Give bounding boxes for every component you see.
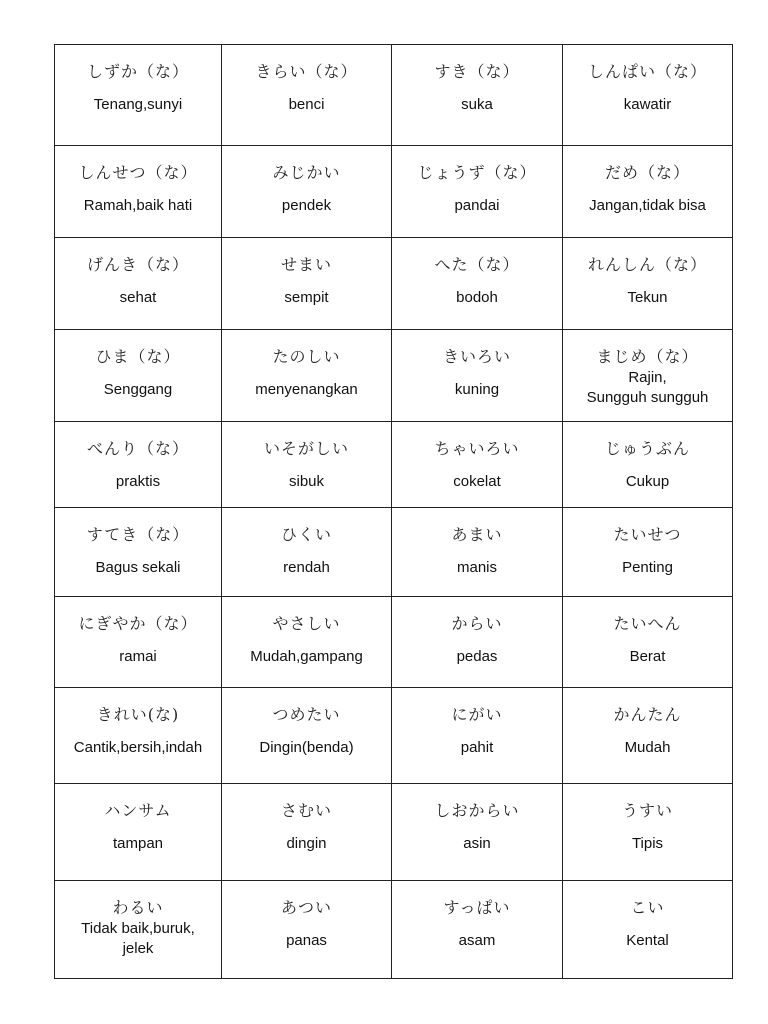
japanese-word: わるい [112,898,164,917]
japanese-word: いそがしい [263,439,349,458]
vocab-cell [392,45,563,146]
indonesian-meaning: pedas [456,648,498,665]
japanese-word: じょうず（な） [417,163,537,182]
vocab-cell [563,45,733,146]
indonesian-meaning: asam [458,932,496,949]
indonesian-meaning: rendah [283,559,330,576]
indonesian-meaning: Senggang [103,381,173,398]
indonesian-meaning: Jangan,tidak bisa [589,197,706,214]
indonesian-meaning: Dingin(benda) [259,739,354,756]
indonesian-meaning: Tenang,sunyi [93,96,183,113]
japanese-word: しおからい [434,801,520,820]
japanese-word: れんしん（な） [587,255,707,274]
vocab-cell [563,330,733,422]
japanese-word: からい [451,614,503,633]
japanese-word: にぎやか（な） [78,614,198,633]
table-row [55,238,733,330]
japanese-word: しんぱい（な） [587,62,707,81]
indonesian-meaning: ramai [119,648,157,665]
vocab-cell [55,45,222,146]
vocab-cell [392,146,563,238]
japanese-word: べんり（な） [86,439,189,458]
indonesian-meaning: Tidak baik,buruk, jelek [81,920,195,957]
indonesian-meaning: panas [286,932,327,949]
table-row [55,881,733,979]
japanese-word: すてき（な） [86,525,190,544]
japanese-word: じゅうぶん [604,439,690,458]
table-row [55,688,733,784]
vocab-cell [55,330,222,422]
vocab-cell [222,146,392,238]
vocab-cell [392,238,563,330]
vocab-cell [563,146,733,238]
vocab-cell [563,784,733,881]
indonesian-meaning: suka [461,96,493,113]
japanese-word: ひま（な） [95,347,181,366]
indonesian-meaning: Mudah,gampang [250,648,363,665]
indonesian-meaning: Berat [629,648,666,665]
indonesian-meaning: Bagus sekali [95,559,181,576]
vocab-cell [392,330,563,422]
indonesian-meaning: Mudah [624,739,671,756]
indonesian-meaning: Penting [622,559,673,576]
indonesian-meaning: Kental [626,932,669,949]
vocab-cell [563,597,733,688]
vocab-cell [55,146,222,238]
japanese-word: しんせつ（な） [78,163,198,182]
indonesian-meaning: pahit [460,739,494,756]
vocab-cell [55,784,222,881]
japanese-word: きらい（な） [255,62,358,81]
vocab-cell [222,238,392,330]
indonesian-meaning: Rajin, Sungguh sungguh [586,369,709,406]
japanese-word: うすい [621,801,673,820]
vocab-cell [563,881,733,979]
japanese-word: せまい [280,255,332,274]
japanese-word: すき（な） [434,62,520,81]
indonesian-meaning: Cantik,bersih,indah [73,739,203,756]
japanese-word: すっぱい [443,898,511,917]
table-row [55,45,733,146]
japanese-word: あつい [280,898,332,917]
vocab-cell [222,881,392,979]
table-row [55,330,733,422]
table-row [55,784,733,881]
table-row [55,597,733,688]
indonesian-meaning: benci [288,96,325,113]
vocab-cell [55,238,222,330]
japanese-word: みじかい [272,163,341,182]
indonesian-meaning: Tipis [631,835,664,852]
vocab-cell [392,508,563,597]
japanese-word: たいへん [613,614,682,633]
indonesian-meaning: pandai [454,197,500,214]
table-row [55,146,733,238]
japanese-word: にがい [451,705,503,724]
japanese-word: きれい(な) [96,705,180,724]
japanese-word: まじめ（な） [596,347,699,366]
japanese-word: やさしい [272,614,341,633]
vocab-cell [563,688,733,784]
vocab-cell [55,688,222,784]
vocab-cell [55,422,222,508]
indonesian-meaning: praktis [115,473,161,490]
vocab-cell [55,881,222,979]
japanese-word: たいせつ [613,525,682,544]
vocab-cell [563,422,733,508]
vocab-cell [563,238,733,330]
indonesian-meaning: Cukup [625,473,670,490]
vocab-cell [392,688,563,784]
japanese-word: たのしい [272,347,341,366]
indonesian-meaning: sibuk [288,473,325,490]
vocab-cell [392,597,563,688]
japanese-word: だめ（な） [604,163,690,182]
indonesian-meaning: kuning [454,381,500,398]
vocab-cell [392,881,563,979]
japanese-word: げんき（な） [86,255,189,274]
table-row [55,508,733,597]
indonesian-meaning: kawatir [623,96,672,113]
indonesian-meaning: bodoh [456,289,498,306]
japanese-word: ちゃいろい [434,439,520,458]
japanese-word: ハンサム [104,801,172,820]
japanese-word: しずか（な） [86,62,189,81]
indonesian-meaning: pendek [281,197,332,214]
vocab-cell [392,784,563,881]
japanese-word: かんたん [613,705,682,724]
japanese-word: こい [630,898,665,917]
vocabulary-table [54,44,733,979]
indonesian-meaning: Tekun [627,289,668,306]
japanese-word: へた（な） [434,255,520,274]
vocab-cell [222,45,392,146]
japanese-word: さむい [280,801,332,820]
japanese-word: きいろい [442,347,511,366]
vocab-cell [563,508,733,597]
vocab-cell [392,422,563,508]
vocab-cell [222,688,392,784]
table-row [55,422,733,508]
indonesian-meaning: Ramah,baik hati [83,197,193,214]
vocab-cell [55,508,222,597]
indonesian-meaning: cokelat [453,473,501,490]
indonesian-meaning: sehat [119,289,157,306]
indonesian-meaning: menyenangkan [255,381,358,398]
vocab-cell [222,422,392,508]
indonesian-meaning: tampan [112,835,164,852]
japanese-word: つめたい [272,705,341,724]
indonesian-meaning: dingin [286,835,327,852]
japanese-word: あまい [451,525,503,544]
vocab-cell [222,597,392,688]
indonesian-meaning: manis [456,559,497,576]
vocab-cell [222,784,392,881]
vocab-cell [222,330,392,422]
japanese-word: ひくい [280,525,332,544]
indonesian-meaning: sempit [284,289,329,306]
vocab-cell [55,597,222,688]
indonesian-meaning: asin [463,835,491,852]
vocab-cell [222,508,392,597]
